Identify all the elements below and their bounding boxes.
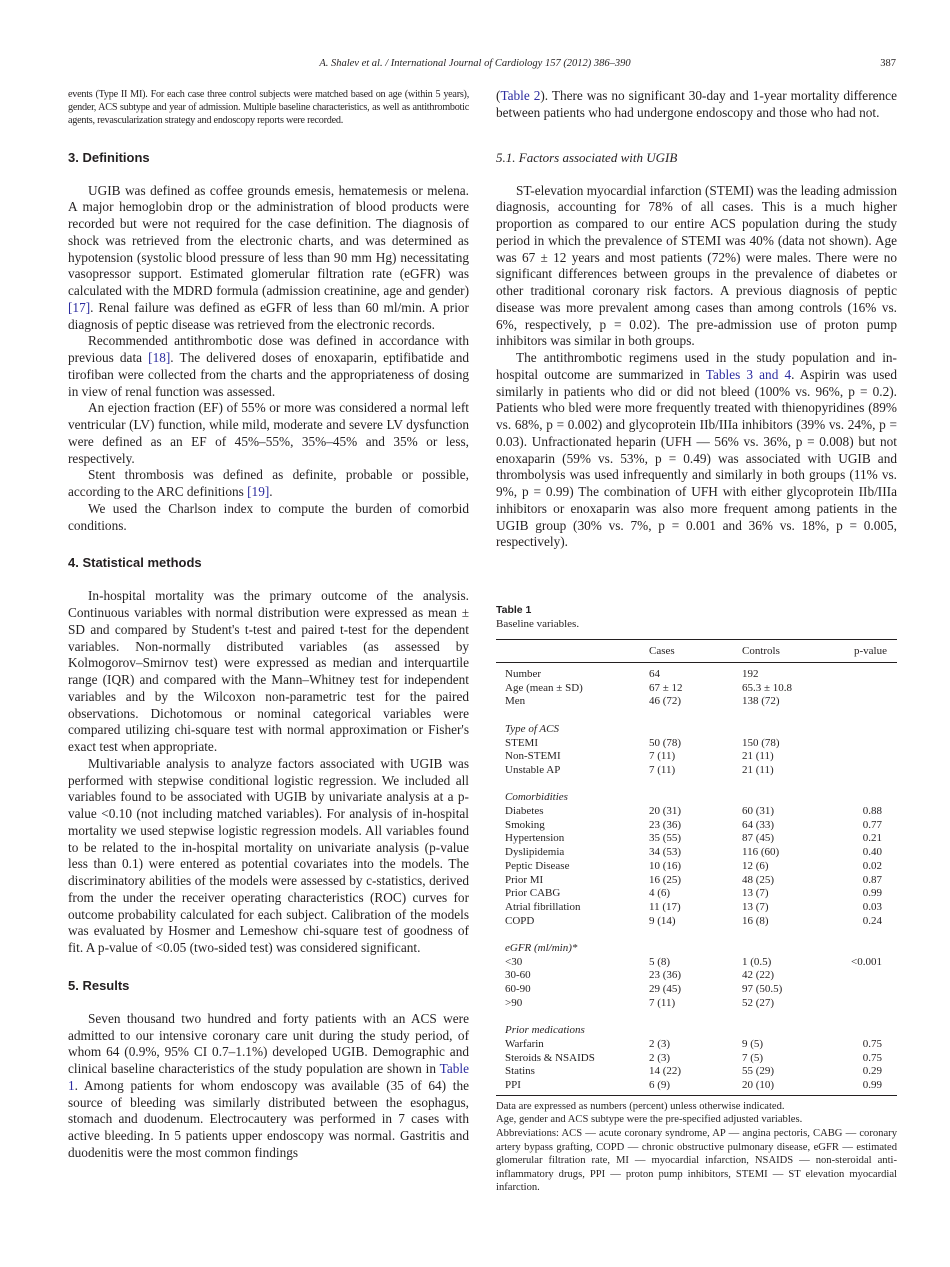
table-row [496, 819, 897, 833]
definitions-paragraph-4 [68, 467, 469, 501]
table-body [496, 663, 897, 1096]
table-row [496, 682, 897, 696]
cell-variable: Prior MI [505, 873, 544, 886]
cell-controls: 52 (27) [742, 996, 775, 1009]
cell-p-value: 0.99 [846, 1079, 897, 1095]
results-paragraph-1 [68, 1011, 469, 1162]
cell-controls: 13 (7) [742, 887, 769, 900]
cell-variable: Warfarin [505, 1037, 544, 1050]
table-row [496, 1052, 897, 1066]
cell-variable: 60-90 [505, 983, 531, 996]
table-row [496, 695, 897, 709]
table-row [496, 832, 897, 846]
cell-cases: 35 (55) [649, 832, 682, 845]
table-note-abbreviations: Abbreviations: ACS — acute coronary syndrome, AP — angina pectoris, CABG — coronary artery bypass grafting, COPD — chronic obstructive pulmonary disease, eGFR — estimated glomerular filtration rate, MI — myocardial infarction, NSAIDS — non-steroidal anti-inflammatory drugs, PPI — proton pump inhibitors, STEMI — ST elevation myocardial infarction. [496, 1127, 897, 1194]
definitions-paragraph-5: We used the Charlson index to compute the burden of comorbid conditions. [68, 500, 469, 533]
baseline-variables-table [496, 639, 897, 1096]
cell-variable: Age (mean ± SD) [505, 681, 583, 694]
table-row [496, 764, 897, 778]
cell-p-value [846, 682, 897, 696]
spacer-row [496, 709, 897, 723]
cell-p-value: 0.99 [862, 887, 882, 900]
cell-variable: STEMI [505, 736, 538, 749]
table-row [496, 860, 897, 874]
tables-3-4-link[interactable]: Tables 3 and 4 [705, 366, 792, 382]
cell-cases: 11 (17) [649, 900, 681, 913]
cell-variable: <30 [505, 955, 523, 968]
cell-controls: 55 (29) [742, 1065, 775, 1078]
cell-variable: >90 [505, 996, 523, 1009]
cell-variable: Men [505, 695, 526, 708]
text: ( [496, 88, 501, 103]
cell-variable: Number [505, 668, 542, 680]
text: ). There was no significant 30-day and 1-year mortality difference between patients who had undergone endoscopy and those who had not. [496, 88, 897, 120]
table-note: Age, gender and ACS subtype were the pre-specified adjusted variables. [496, 1114, 803, 1126]
cell-p-value [846, 695, 897, 709]
cell-cases: 9 (14) [649, 914, 676, 927]
table-row [496, 1038, 897, 1052]
definitions-paragraph-2 [68, 333, 469, 400]
cell-variable: 30-60 [505, 969, 531, 982]
cell-controls: 192 [742, 668, 759, 680]
cell-p-value: 0.02 [862, 859, 882, 872]
cell-variable: Diabetes [505, 805, 544, 817]
cell-controls: 12 (6) [742, 859, 769, 872]
cell-cases: 7 (11) [649, 763, 676, 776]
cell-cases: 46 (72) [649, 695, 682, 708]
cell-p-value [846, 663, 897, 682]
text: The antithrombotic regimens used in the study population and in-hospital outcome are summarized in [496, 350, 897, 382]
cell-controls: 60 (31) [742, 805, 775, 817]
cell-p-value: <0.001 [851, 955, 882, 968]
cell-controls: 87 (45) [742, 832, 775, 845]
cell-cases: 20 (31) [649, 805, 682, 817]
cell-variable: Prior CABG [505, 887, 561, 900]
results-continued-paragraph [496, 88, 897, 122]
cell-variable: Smoking [505, 818, 545, 831]
text: . Renal failure was defined as eGFR of less than 60 ml/min. A prior diagnosis of peptic disease was retrieved from the electronic records. [68, 299, 469, 332]
table-2-link[interactable]: Table 2 [500, 88, 541, 103]
group-header-row [496, 791, 897, 805]
table-note: Data are expressed as numbers (percent) unless otherwise indicated. [496, 1100, 785, 1112]
cell-variable: Steroids & NSAIDS [505, 1051, 595, 1064]
text: . Among patients for whom endoscopy was available (35 of 64) the source of bleeding was similarly distributed between the esophagus, stomach and duodenum. Electrocautery was performed in 7 cases with active bleeding. In 5 patients upper endoscopy was normal. Gastritis and duodenitis were the most common findings [68, 1077, 469, 1160]
table-row [496, 750, 897, 764]
column-header-variable [496, 640, 649, 663]
group-header-row [496, 723, 897, 737]
group-header-row [496, 1024, 897, 1038]
cell-p-value: 0.75 [862, 1051, 882, 1064]
right-column [496, 88, 897, 551]
cell-controls: 7 (5) [742, 1051, 764, 1064]
cell-cases: 7 (11) [649, 750, 676, 763]
text: . The delivered doses of enoxaparin, eptifibatide and tirofiban were collected from the charts and the appropriateness of dosing in view of renal function was assessed. [68, 350, 469, 399]
cell-variable: Peptic Disease [505, 859, 570, 872]
table-header-row [496, 640, 897, 663]
table-row [496, 805, 897, 819]
intro-continued-paragraph: events (Type II MI). For each case three control subjects were matched based on age (within 5 years), gender, ACS subtype and year of admission. Multiple baseline characteristics, as well as antithrombotic agents, revascularization strategy and endoscopy reports were recorded. [68, 89, 469, 127]
cell-p-value: 0.21 [862, 832, 882, 845]
cell-cases: 4 (6) [649, 887, 671, 900]
cell-variable: Unstable AP [505, 763, 561, 776]
table-row [496, 663, 897, 682]
cell-controls: 16 (8) [742, 914, 769, 927]
group-label: Prior medications [505, 1024, 585, 1037]
cell-cases: 23 (36) [649, 969, 682, 982]
table-row [496, 1079, 897, 1095]
cell-p-value [846, 737, 897, 751]
table-row [496, 846, 897, 860]
cell-cases: 29 (45) [649, 983, 682, 996]
cell-cases: 2 (3) [649, 1037, 671, 1050]
cell-p-value: 0.40 [862, 846, 882, 859]
cell-controls: 9 (5) [742, 1037, 764, 1050]
page-number: 387 [880, 58, 896, 69]
text: UGIB was defined as coffee grounds emesis, hematemesis or melena. A major hemoglobin drop or the administration of blood products were recorded but were not required for the case definition. The diagnosis of shock was retrieved from the electronic charts, and was determined as hypotension (systolic blood pressure of less than 90 mm Hg) necessitating vasopressor support. Estimated glomerular filtration rate (eGFR) was calculated with the MDRD formula (admission creatinine, age and gender) [68, 182, 469, 299]
table-1-link[interactable]: Table 1 [68, 1061, 469, 1093]
cell-p-value: 0.29 [862, 1065, 882, 1078]
table-row [496, 983, 897, 997]
cell-p-value [846, 969, 897, 983]
cell-controls: 21 (11) [742, 750, 774, 763]
group-label: eGFR (ml/min)* [505, 942, 578, 955]
cell-p-value [846, 750, 897, 764]
text: Recommended antithrombotic dose was defined in accordance with previous data [68, 333, 469, 366]
cell-controls: 20 (10) [742, 1079, 846, 1095]
cell-cases: 6 (9) [649, 1079, 742, 1095]
cell-cases: 10 (16) [649, 859, 682, 872]
table-row [496, 874, 897, 888]
cell-cases: 2 (3) [649, 1051, 671, 1064]
reference-link-17[interactable]: [17] [68, 299, 91, 315]
group-header-row [496, 942, 897, 956]
cell-variable: Non-STEMI [505, 750, 561, 763]
definitions-paragraph-3: An ejection fraction (EF) of 55% or more was considered a normal left ventricular (LV) function, while mild, moderate and severe LV dysfunction were defined as an EF of 45%–55%, 35%–45% and 35% or less, respectively. [68, 400, 469, 466]
cell-p-value: 0.75 [862, 1037, 882, 1050]
statistics-paragraph-1: In-hospital mortality was the primary outcome of the analysis. Continuous variables with normal distribution were expressed as mean ± SD and compared by Student's t-test and paired t-test for the dependent variables. Non-normally distributed variables (as assessed by Kolmogorov–Smirnov test) were expressed as median and interquartile range (IQR) and compared with the Mann–Whitney test for independent variables and by the Wilcoxon non-parametric test for the paired observations. Dichotomous or nominal categorical variables were compared utilizing chi-square test with normal approximation or Fisher's exact test when appropriate. [68, 588, 469, 755]
cell-controls: 48 (25) [742, 873, 775, 886]
text: Stent thrombosis was defined as definite, probable or possible, according to the ARC definitions [68, 467, 469, 500]
cell-cases: 5 (8) [649, 955, 671, 968]
cell-variable: Statins [505, 1065, 535, 1078]
cell-p-value: 0.77 [862, 818, 882, 831]
reference-link-19[interactable]: [19] [247, 484, 270, 500]
section-4-heading: 4. Statistical methods [68, 555, 202, 571]
cell-p-value [846, 764, 897, 778]
cell-controls: 21 (11) [742, 763, 774, 776]
cell-p-value: 0.24 [862, 914, 882, 927]
section-5-1-heading: 5.1. Factors associated with UGIB [496, 149, 678, 165]
cell-controls: 64 (33) [742, 818, 775, 831]
cell-p-value: 0.03 [862, 900, 882, 913]
definitions-paragraph-1 [68, 183, 469, 334]
statistics-paragraph-2: Multivariable analysis to analyze factors associated with UGIB was performed with stepwise conditional logistic regression. We included all variables found to be associated with UGIB by univariate analysis at a p-value <0.10 (not including matched variables). For analysis of in-hospital mortality we used stepwise logistic regression models. All variables found to be related to the in-hospital mortality on univariate analysis (p-value less than 0.1) were entered as potential covariates into the models. The discriminatory abilities of the models were assessed by c-statistics, derived from the under the receiver operating characteristics (ROC) curves for outcome probability calculated for each subject. Calibration of the models was evaluated by Hosmer and Lemeshow chi-square test of goodness of fit. A p-value of <0.05 (two-sided test) was considered significant. [68, 755, 469, 956]
cell-cases: 50 (78) [649, 736, 682, 749]
spacer-row [496, 1011, 897, 1025]
factors-paragraph-1: ST-elevation myocardial infarction (STEMI) was the leading admission diagnosis, accounting for 78% of all cases. This is a much higher proportion as compared to our entire ACS population during the study period in which the prevalence of STEMI was 40% (data not shown). Age was 67 ± 12 years and most patients (72%) were males. There were no significant differences between groups in the prevalence of diabetes or other traditional coronary risk factors. A previous diagnosis of peptic disease was more prevalent among cases than among controls (16% vs. 6%, respectively, p = 0.02). The pre-admission use of proton pump inhibitors was similar in both groups. [496, 182, 897, 349]
cell-p-value: 0.88 [862, 805, 882, 817]
table-row [496, 737, 897, 751]
cell-p-value [846, 997, 897, 1011]
cell-p-value: 0.87 [862, 873, 882, 886]
table-notes [496, 1100, 897, 1195]
cell-cases: 14 (22) [649, 1065, 682, 1078]
text: . [269, 484, 273, 500]
cell-controls: 1 (0.5) [742, 955, 772, 968]
spacer-row [496, 778, 897, 792]
cell-cases: 16 (25) [649, 873, 682, 886]
running-title: A. Shalev et al. / International Journal of Cardiology 157 (2012) 386–390 [319, 58, 631, 69]
cell-variable: Dyslipidemia [505, 846, 565, 859]
running-head [0, 58, 950, 74]
cell-cases: 64 [649, 668, 660, 680]
cell-cases: 67 ± 12 [649, 681, 683, 694]
cell-controls: 150 (78) [742, 736, 780, 749]
cell-variable: Atrial fibrillation [505, 900, 581, 913]
cell-controls: 116 (60) [742, 846, 780, 859]
text: Seven thousand two hundred and forty patients with an ACS were admitted to our intensive coronary care unit during the study period, of whom 64 (0.9%, 95% CI 0.7–1.1%) developed UGIB. Demographic and clinical baseline characteristics of the study population are shown in [68, 1010, 469, 1077]
cell-variable: Hypertension [505, 832, 565, 845]
text: . Aspirin was used similarly in patients who did or did not bleed (100% vs. 96%, p = 0.2). Patients who bled were more frequently treated with thienopyridines (89% vs. 68%, p = 0.002) and glycoprotein IIb/IIIa inhibitors (39% vs. 24%, p = 0.03). Unfractionated heparin (UFH — 56% vs. 36%, p = 0.008) but not enoxaparin (59% vs. 53%, p = 0.49) was associated with UGIB and thrombolysis was used infrequently and similarly in both groups (11% vs. 9%, p = 0.99) The combination of UFH with either glycoprotein IIb/IIIa inhibitors or enoxaparin was also more frequent among patients in the UGIB group (30% vs. 7%, p = 0.001 and 36% vs. 18%, p = 0.005, respectively). [496, 366, 897, 550]
cell-controls: 138 (72) [742, 695, 780, 708]
column-header-cases: Cases [649, 640, 742, 663]
column-header-p-value: p-value [846, 640, 897, 663]
table-caption: Baseline variables. [496, 618, 580, 630]
left-column [68, 88, 469, 1162]
table-row [496, 956, 897, 970]
cell-cases: 23 (36) [649, 818, 682, 831]
table-label: Table 1 [496, 604, 532, 616]
cell-cases: 34 (53) [649, 846, 682, 859]
cell-controls: 42 (22) [742, 969, 775, 982]
spacer-row [496, 928, 897, 942]
group-label: Type of ACS [505, 722, 559, 735]
table-row [496, 1065, 897, 1079]
table-row [496, 887, 897, 901]
cell-variable: PPI [496, 1079, 649, 1095]
table-row [496, 915, 897, 929]
cell-controls: 97 (50.5) [742, 983, 783, 996]
cell-controls: 65.3 ± 10.8 [742, 681, 793, 694]
table-row [496, 997, 897, 1011]
table-row [496, 969, 897, 983]
cell-p-value [846, 983, 897, 997]
section-3-heading: 3. Definitions [68, 149, 150, 165]
cell-cases: 7 (11) [649, 996, 676, 1009]
factors-paragraph-2 [496, 350, 897, 551]
cell-controls: 13 (7) [742, 900, 769, 913]
column-header-controls: Controls [742, 640, 846, 663]
table-1-block [496, 604, 897, 1195]
reference-link-18[interactable]: [18] [148, 350, 171, 366]
group-label: Comorbidities [505, 791, 568, 804]
cell-variable: COPD [505, 914, 535, 927]
section-5-heading: 5. Results [68, 977, 130, 993]
table-row [496, 901, 897, 915]
